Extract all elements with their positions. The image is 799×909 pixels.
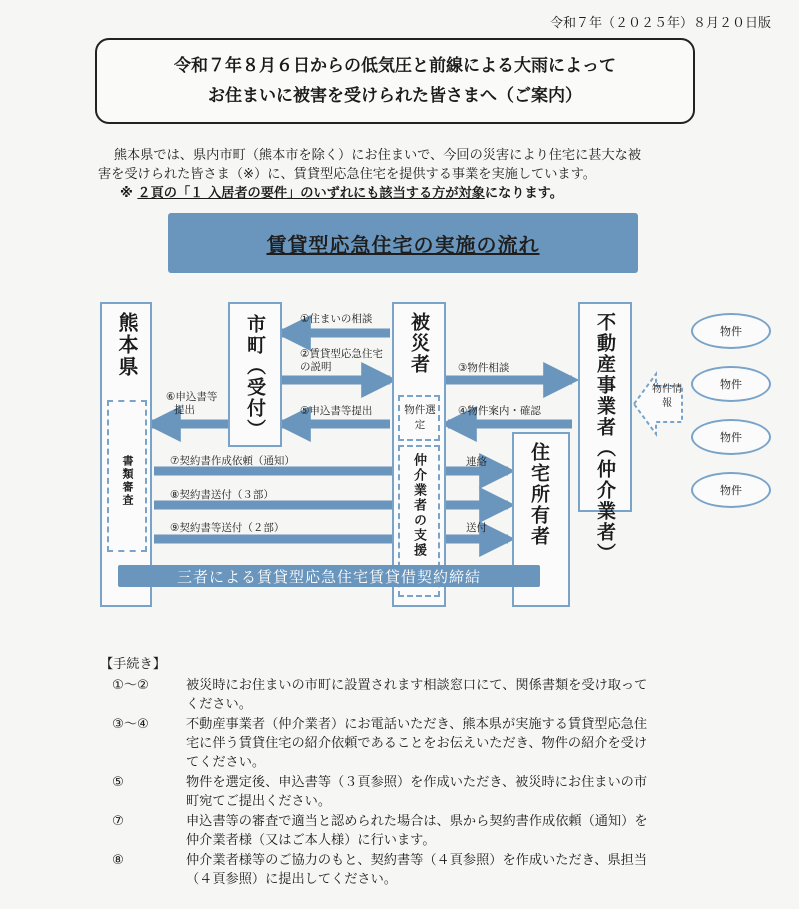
support-label: 仲介業者の支援	[411, 453, 426, 558]
procedure-item	[100, 715, 700, 772]
procedure-key: ⑤	[112, 775, 124, 790]
intro-line-2: 害を受けられた皆さま（※）に、賃貸型応急住宅を提供する事業を実施しています。	[98, 167, 596, 182]
step-6-label-b: 提出	[174, 404, 195, 416]
contact-label: 連絡	[466, 456, 487, 468]
procedure-text: ください。	[186, 697, 252, 712]
procedure-item	[100, 851, 700, 889]
procedure-text: 不動産事業者（仲介業者）にお電話いただき、熊本県が実施する賃貸型応急住	[186, 717, 648, 732]
city-label: 市町（受付）	[244, 314, 266, 440]
step-3-label: ③物件相談	[458, 362, 510, 374]
flow-title: 賃貸型応急住宅の実施の流れ	[168, 213, 638, 273]
note-suffix: になります。	[484, 186, 563, 201]
step-1-label: ①住まいの相談	[300, 313, 373, 325]
pref-label: 熊本県	[115, 312, 139, 378]
review-label: 書類審査	[121, 455, 134, 507]
procedure-text: 町宛てご提出ください。	[186, 794, 332, 809]
procedure-item	[100, 812, 700, 850]
title-line-1: 令和７年８月６日からの低気圧と前線による大雨によって	[174, 56, 616, 76]
procedure-text: （４頁参照）に提出してください。	[186, 872, 397, 887]
procedure-text: 被災時にお住まいの市町に設置されます相談窓口にて、関係書類を受け取って	[186, 678, 648, 693]
procedure-text: 物件を選定後、申込書等（３頁参照）を作成いただき、被災時にお住まいの市	[186, 775, 648, 790]
property-item: 物件	[691, 419, 771, 455]
procedure-text: 仲介業者様（又はご本人様）に行います。	[186, 833, 436, 848]
procedure-heading: 【手続き】	[100, 657, 166, 672]
property-info-label: 物件情報	[652, 384, 682, 409]
intro-line-1: 熊本県では、県内市町（熊本市を除く）にお住まいで、今回の災害により住宅に甚大な被	[113, 148, 642, 163]
note-prefix: ※	[120, 186, 138, 201]
procedure-key: ⑦	[112, 814, 124, 829]
select-label: 物件選定	[404, 404, 436, 431]
property-item: 物件	[691, 366, 771, 402]
procedure-key: ③～④	[112, 717, 149, 732]
property-item: 物件	[691, 313, 771, 349]
procedure-key: ⑧	[112, 853, 124, 868]
procedure-text: 宅に伴う賃貸住宅の紹介依頼であることをお伝えいただき、物件の紹介を受け	[186, 736, 648, 751]
victim-label: 被災者	[408, 312, 430, 375]
step-5-label: ⑤申込書等提出	[300, 405, 373, 417]
title-line-2: お住まいに被害を受けられた皆さまへ（ご案内）	[208, 86, 582, 106]
agent-label: 不動産事業者（仲介業者）	[594, 312, 616, 564]
step-2-label-b: の説明	[300, 361, 332, 373]
procedure-section	[100, 655, 700, 890]
contract-banner: 三者による賃貸型応急住宅賃貸借契約締結	[118, 565, 540, 587]
step-9-label: ⑨契約書等送付（２部）	[170, 522, 285, 534]
edition-date: 令和７年（２０２５年）８月２０日版	[549, 16, 771, 31]
step-2-label-a: ②賃貸型応急住宅	[300, 348, 383, 360]
procedure-text: てください。	[186, 755, 266, 770]
procedure-item	[100, 676, 700, 714]
step-8-label: ⑧契約書送付（３部）	[170, 489, 274, 501]
step-7-label: ⑦契約書作成依頼（通知）	[170, 455, 295, 467]
step-4-label: ④物件案内・確認	[458, 405, 541, 417]
send-label: 送付	[466, 522, 487, 534]
property-item: 物件	[691, 472, 771, 508]
procedure-key: ①～②	[112, 678, 149, 693]
owner-label: 住宅所有者	[528, 442, 550, 547]
step-6-label-a: ⑥申込書等	[166, 391, 218, 403]
procedure-item	[100, 773, 700, 811]
procedure-text: 申込書等の審査で適当と認められた場合は、県から契約書作成依頼（通知）を	[186, 814, 648, 829]
procedure-text: 仲介業者様等のご協力のもと、契約書等（４頁参照）を作成いただき、県担当	[186, 853, 648, 868]
note-emphasis: ２頁の「１ 入居者の要件」のいずれにも該当する方が対象	[137, 186, 485, 201]
